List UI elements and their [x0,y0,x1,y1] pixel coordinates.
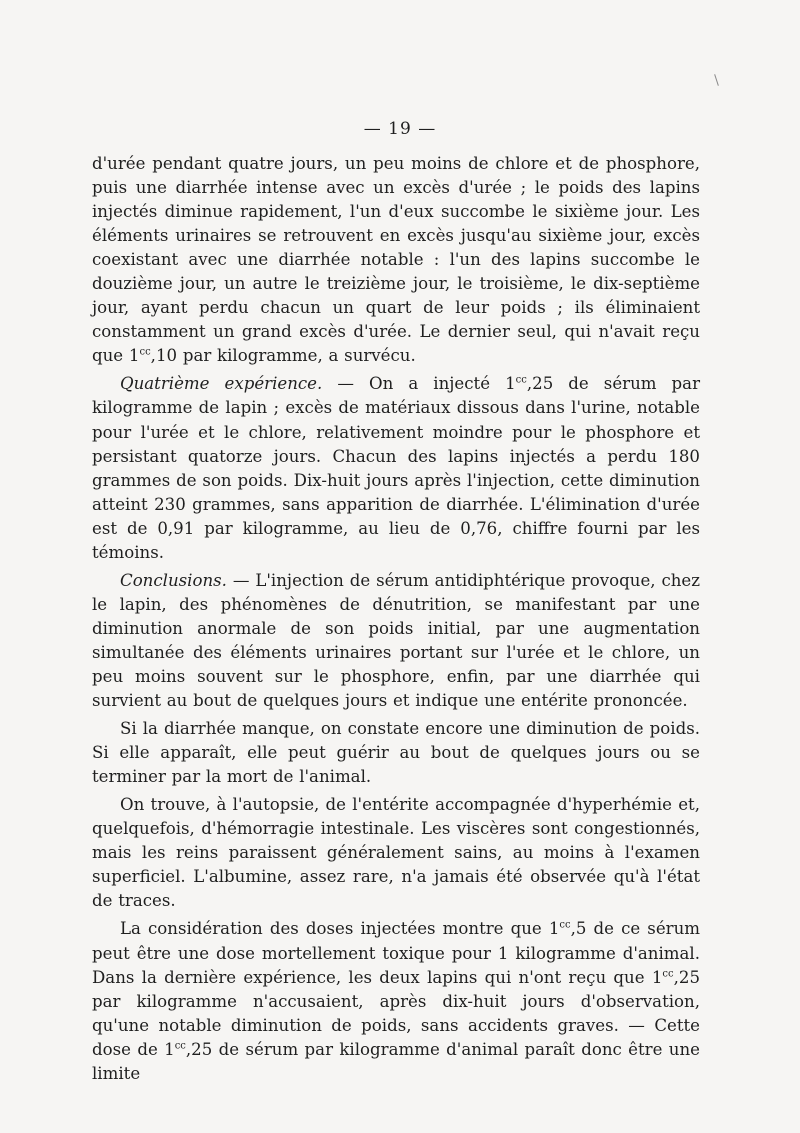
paragraph-text: ,5 de ce sérum peut être une dose mortellement toxique pour 1 kilogramme d'animal. Dans la dernière expérience, les deux lapins qui n'ont reçu que 1 [92,919,700,987]
paragraph-text: — L'injection de sérum antidiphtérique provoque, chez le lapin, des phénomènes de dénutrition, se manifestant par une diminution anormale de son poids initial, par une augmentation simultanée des éléments urinaires portant sur l'urée et le chlore, un peu moins souvent sur le phosphore, enfin, par une diarrhée qui survient au bout de quelques jours et indique une entérite prononcée. [92,570,700,711]
superscript-cc: cc [559,919,571,931]
paragraph-text: ,25 de sérum par kilogramme de lapin ; excès de matériaux dissous dans l'urine, notable pour l'urée et le chlore, relativement moindre pour le phosphore et persistant quatorze jours. Chacun des lapins injectés a perdu 180 grammes de son poids. Dix-huit jours après l'injection, cette diminution atteint 230 grammes, sans apparition de diarrhée. L'élimination d'urée est de 0,91 par kilogramme, au lieu de 0,76, chiffre fourni par les témoins. [92,374,701,562]
superscript-cc: cc [515,374,527,386]
paragraph-text: ,25 par kilogramme n'accusaient, après dix-huit jours d'observation, qu'une notable diminution de poids, sans accidents graves. — Cette dose de 1 [92,967,700,1059]
section-lead: Quatrième expérience. [120,374,323,394]
page-number: — 19 — [363,119,437,139]
continuation-text: d'urée pendant quatre jours, un peu moins de chlore et de phosphore, puis une diarrhée intense avec un excès d'urée ; le poids des lapins injectés diminue rapidement, l'un d'eux succombe le sixième jour. Les éléments urinaires se retrouvent en excès jusqu'au sixième jour, excès coexistant avec une diarrhée notable : l'un des lapins succombe le douzième jour, un autre le treizième jour, le troisième, le dix-septième jour, ayant perdu chacun un quart de leur poids ; ils éliminaient constamment un grand excès d'urée. Le dernier seul, qui n'avait reçu que 1 [92,154,700,366]
margin-mark [714,74,719,86]
body-text [92,152,700,1086]
paragraph-diarrhee: Si la diarrhée manque, on constate encore une diminution de poids. Si elle apparaît, elle peut guérir au bout de quelques jours ou se terminer par la mort de l'animal. [92,719,700,787]
superscript-cc: cc [139,346,151,358]
paragraph-text: La considération des doses injectées montre que 1 [120,919,560,939]
paragraph-conclusions [92,569,700,713]
paragraph-autopsie: On trouve, à l'autopsie, de l'entérite accompagnée d'hyperhémie et, quelquefois, d'hémorragie intestinale. Les viscères sont congestionnés, mais les reins paraissent généralement sains, au moins à l'examen superficiel. L'albumine, assez rare, n'a jamais été observée qu'à l'état de traces. [92,795,700,911]
section-lead: Conclusions. [120,570,227,590]
continuation-end: ,10 par kilogramme, a survécu. [150,346,416,366]
paragraph-doses [92,917,700,1085]
superscript-cc: cc [662,968,674,980]
paragraph-text: ,25 de sérum par kilogramme d'animal paraît donc être une limite [92,1039,700,1083]
paragraph-text: — On a injecté 1 [322,374,516,394]
superscript-cc: cc [174,1040,186,1052]
paragraph-quatrieme-experience [92,372,700,564]
paragraph-continuation [92,152,700,368]
